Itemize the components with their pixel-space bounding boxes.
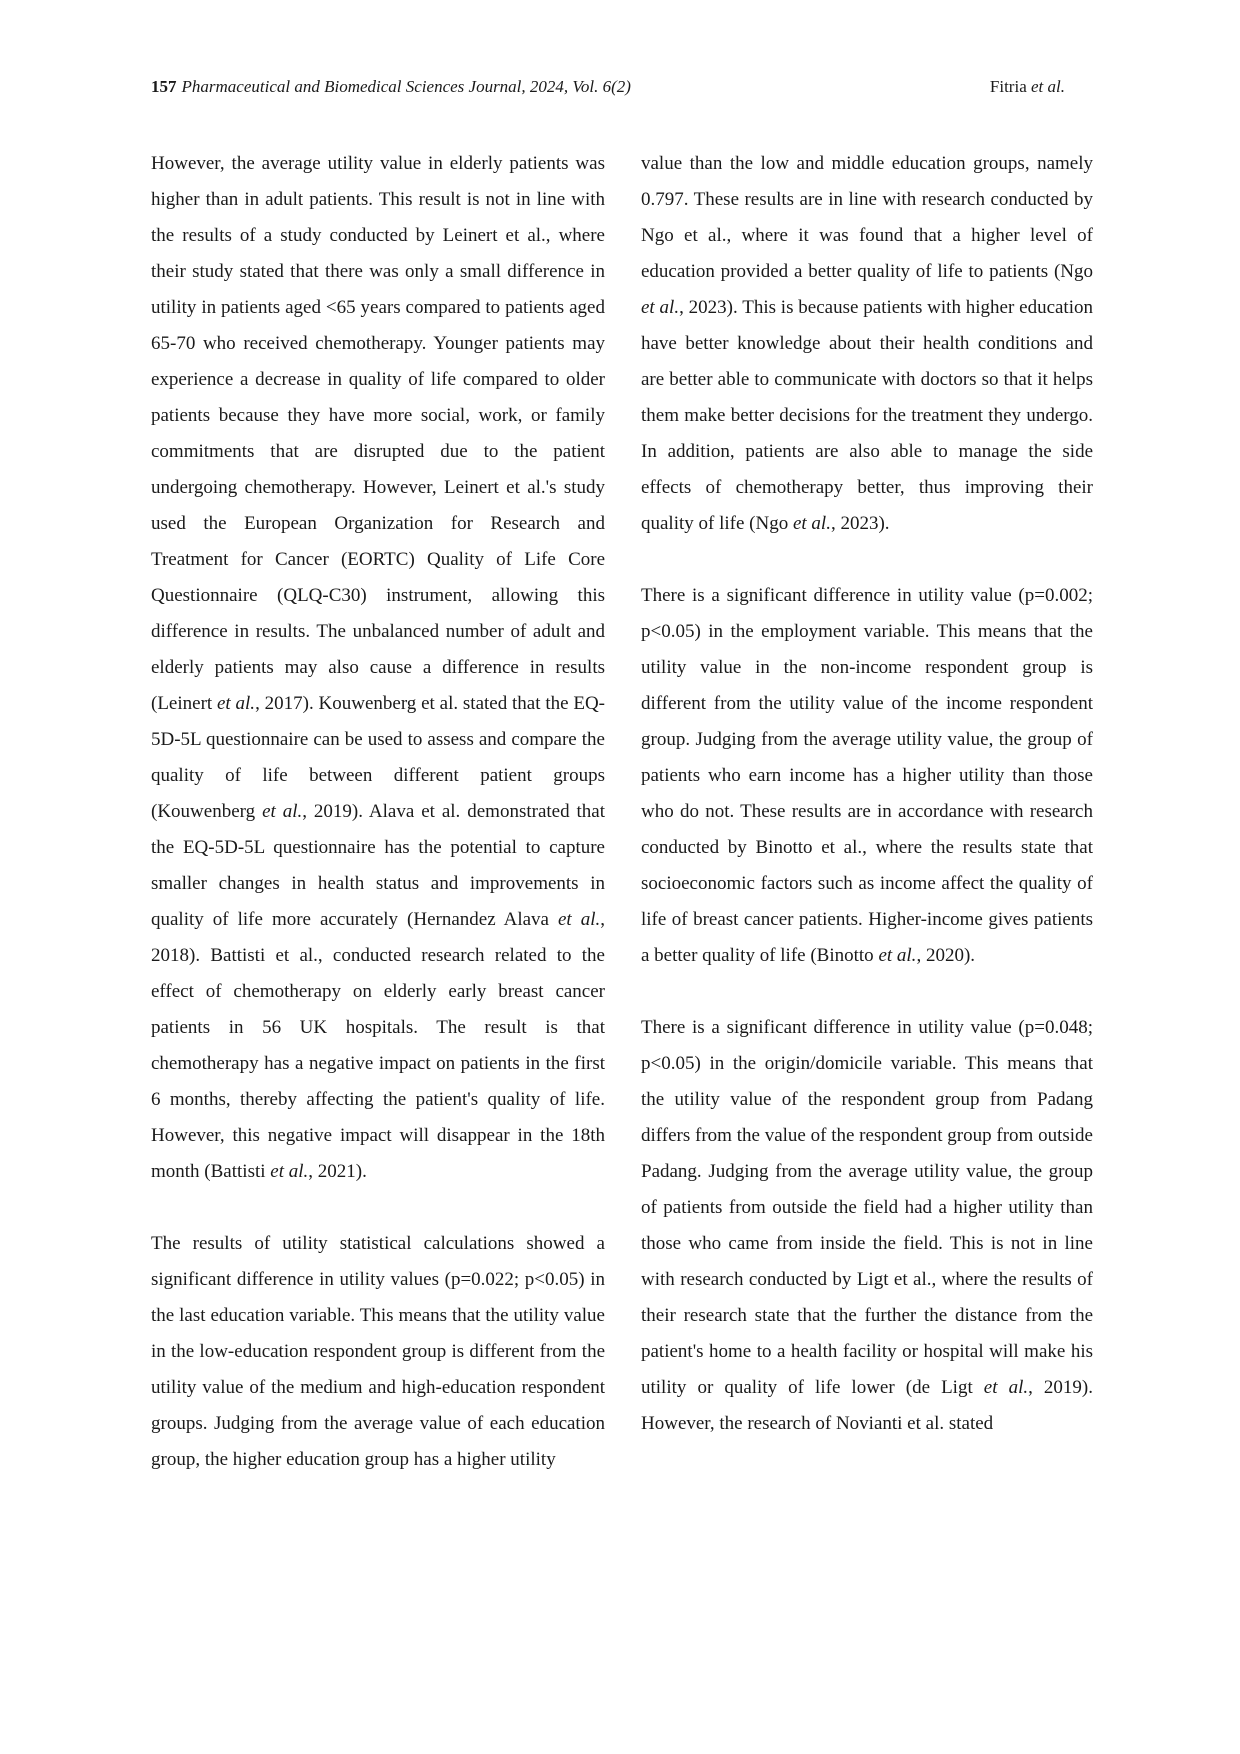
header-left bbox=[151, 74, 631, 100]
paragraph: There is a significant difference in utility value (p=0.048; p<0.05) in the origin/domicile variable. This means that the utility value of the respondent group from Padang differs from the value of the respondent group from outside Padang. Judging from the average utility value, the group of patients from outside the field had a higher utility than those who came from inside the field. This is not in line with research conducted by Ligt et al., where the results of their research state that the further the distance from the patient's home to a health facility or hospital will make his utility or quality of life lower (de Ligt et al., 2019). However, the research of Novianti et al. stated bbox=[641, 1017, 1093, 1434]
paragraph: The results of utility statistical calculations showed a significant difference in utility values (p=0.022; p<0.05) in the last education variable. This means that the utility value in the low-education respondent group is different from the utility value of the medium and high-education respondent groups. Judging from the average value of each education group, the higher education group has a higher utility bbox=[151, 1233, 605, 1470]
author-name: Fitria bbox=[989, 77, 1027, 96]
running-author bbox=[990, 74, 1065, 100]
page-header bbox=[151, 74, 1065, 100]
author-suffix: et al. bbox=[1031, 77, 1065, 96]
paragraph: value than the low and middle education groups, namely 0.797. These results are in line with research conducted by Ngo et al., where it was found that a higher level of education provided a better quality of life to patients (Ngo et al., 2023). This is because patients with higher education have better knowledge about their health conditions and are better able to communicate with doctors so that it helps them make better decisions for the treatment they undergo. In addition, patients are also able to manage the side effects of chemotherapy better, thus improving their quality of life (Ngo et al., 2023). bbox=[641, 153, 1093, 534]
right-column bbox=[641, 146, 1093, 1442]
left-column bbox=[151, 146, 605, 1478]
paragraph: However, the average utility value in elderly patients was higher than in adult patients. This result is not in line with the results of a study conducted by Leinert et al., where their study stated that there was only a small difference in utility in patients aged <65 years compared to patients aged 65-70 who received chemotherapy. Younger patients may experience a decrease in quality of life compared to older patients because they have more social, work, or family commitments that are disrupted due to the patient undergoing chemotherapy. However, Leinert et al.'s study used the European Organization for Research and Treatment for Cancer (EORTC) Quality of Life Core Questionnaire (QLQ-C30) instrument, allowing this difference in results. The unbalanced number of adult and elderly patients may also cause a difference in results (Leinert et al., 2017). Kouwenberg et al. stated that the EQ-5D-5L questionnaire can be used to assess and compare the quality of life between different patient groups (Kouwenberg et al., 2019). Alava et al. demonstrated that the EQ-5D-5L questionnaire has the potential to capture smaller changes in health status and improvements in quality of life more accurately (Hernandez Alava et al., 2018). Battisti et al., conducted research related to the effect of chemotherapy on elderly early breast cancer patients in 56 UK hospitals. The result is that chemotherapy has a negative impact on patients in the first 6 months, thereby affecting the patient's quality of life. However, this negative impact will disappear in the 18th month (Battisti et al., 2021). bbox=[151, 153, 606, 1182]
journal-citation: Pharmaceutical and Biomedical Sciences Journal, 2024, Vol. 6(2) bbox=[181, 77, 631, 96]
paragraph: There is a significant difference in utility value (p=0.002; p<0.05) in the employment variable. This means that the utility value in the non-income respondent group is different from the utility value of the income respondent group. Judging from the average utility value, the group of patients who earn income has a higher utility than those who do not. These results are in accordance with research conducted by Binotto et al., where the results state that socioeconomic factors such as income affect the quality of life of breast cancer patients. Higher-income gives patients a better quality of life (Binotto et al., 2020). bbox=[641, 585, 1093, 966]
page-number: 157 bbox=[151, 77, 177, 96]
